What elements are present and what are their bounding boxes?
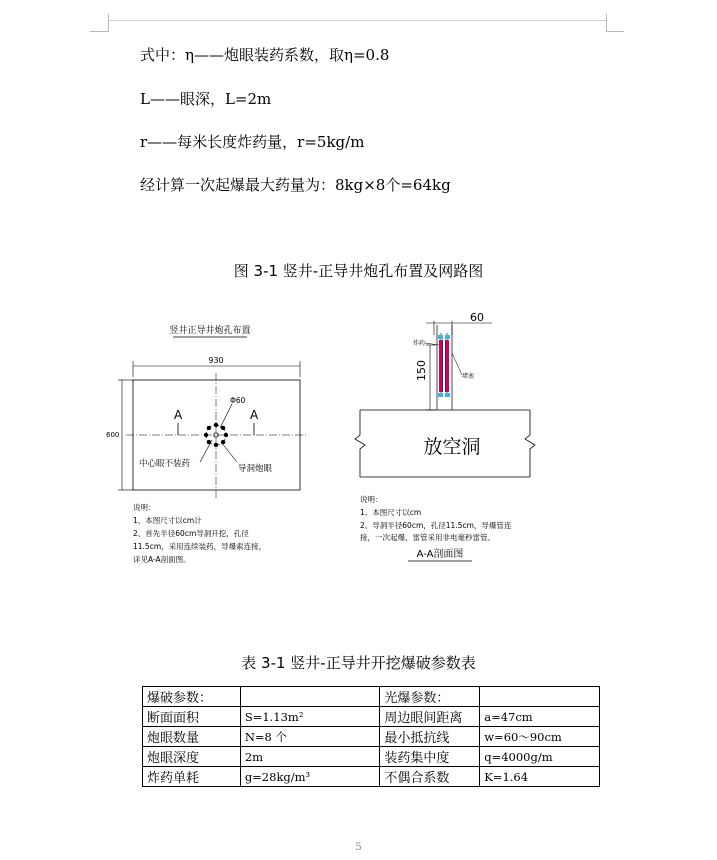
table-cell: S=1.13m² — [240, 707, 380, 727]
table-cell: 爆破参数： — [143, 687, 241, 707]
diameter-label: Φ60 — [230, 396, 246, 405]
table-row — [143, 687, 600, 707]
table-cell — [240, 687, 380, 707]
table-cell: 炸药单耗 — [143, 767, 241, 787]
stemming-top-left — [438, 335, 443, 339]
cavity-label: 放空洞 — [423, 436, 481, 458]
blasting-parameters-table — [142, 686, 600, 787]
crop-mark-top-left-h — [90, 31, 108, 32]
section-mark-right: A — [250, 408, 259, 422]
paragraph-charge-per-meter: r——每米长度炸药量，r=5kg/m — [140, 133, 365, 151]
paragraph-hole-depth: L——眼深，L=2m — [140, 90, 272, 108]
table-cell: 周边眼间距离 — [380, 707, 480, 727]
section-subtitle: A-A剖面图 — [416, 549, 464, 560]
table-cell: 炮眼数量 — [143, 727, 241, 747]
break-line-left — [355, 410, 365, 477]
height-dimension-value: 600 — [106, 431, 120, 439]
paragraph-max-charge: 经计算一次起爆最大药量为：8kg×8个=64kg — [140, 176, 451, 194]
table-cell: 最小抵抗线 — [380, 727, 480, 747]
table-cell: 炮眼深度 — [143, 747, 241, 767]
table-cell: q=4000g/m — [480, 747, 600, 767]
table-cell — [480, 687, 600, 707]
page-number: 5 — [355, 842, 362, 853]
break-line-right — [525, 410, 535, 477]
stemming-bottom-right — [445, 393, 450, 397]
table-row — [143, 727, 600, 747]
right-note-line: 1、本图尺寸以cm — [360, 508, 422, 517]
stemming-label: 堵塞 — [462, 373, 475, 380]
paragraph-formula-eta: 式中：η——炮眼装药系数，取η=0.8 — [140, 46, 390, 64]
left-notes — [133, 502, 269, 564]
table-row — [143, 767, 600, 787]
table-cell: w=60～90cm — [480, 727, 600, 747]
right-notes — [360, 494, 514, 543]
table-cell: 2m — [240, 747, 380, 767]
left-note-line: 11.5cm，采用连续装药，导爆索连接， — [133, 542, 267, 551]
right-note-line: 2、导洞半径60cm，孔径11.5cm，导爆管连 — [360, 521, 512, 530]
left-note-line: 详见A-A剖面图。 — [133, 555, 191, 564]
table-cell: N=8 个 — [240, 727, 380, 747]
table-cell: K=1.64 — [480, 767, 600, 787]
left-note-line: 1、本图尺寸以cm计 — [133, 516, 202, 525]
figure-caption: 图 3-1 竖井-正导井炮孔布置及网路图 — [233, 262, 484, 280]
table-row — [143, 747, 600, 767]
crop-mark-top-left-v — [108, 14, 109, 32]
table-row — [143, 707, 600, 727]
section-mark-left: A — [174, 408, 183, 422]
center-hole-label: 中心眼不装药 — [139, 459, 191, 469]
explosive-label: 炸药 — [413, 340, 426, 347]
crop-mark-top-right-v — [606, 14, 607, 32]
stemming-bottom-left — [438, 393, 443, 397]
guide-hole-label: 导洞炮眼 — [238, 464, 273, 474]
crop-mark-top-right-h — [606, 31, 624, 32]
table-caption: 表 3-1 竖井-正导井开挖爆破参数表 — [241, 654, 476, 672]
explosive-charge-left — [439, 340, 442, 392]
right-note-line: 接，一次起爆，雷管采用非电毫秒雷管。 — [360, 533, 495, 542]
stemming-top-right — [445, 335, 450, 339]
blast-hole-layout-figure — [100, 305, 550, 575]
table-cell: 断面面积 — [143, 707, 241, 727]
explosive-charge-right — [446, 340, 449, 392]
vertical-dimension-value: 150 — [415, 360, 428, 381]
right-note-line: 说明： — [360, 495, 383, 504]
table-cell: g=28kg/m³ — [240, 767, 380, 787]
width-dimension-value: 930 — [208, 356, 224, 365]
table-cell: 光爆参数： — [380, 687, 480, 707]
top-dimension-value: 60 — [470, 311, 484, 324]
left-note-line: 2、首先半径60cm导洞开挖，孔径 — [133, 529, 249, 538]
header-rule — [108, 20, 606, 21]
table-cell: 装药集中度 — [380, 747, 480, 767]
left-note-line: 说明： — [133, 503, 156, 512]
table-cell: 不偶合系数 — [380, 767, 480, 787]
left-drawing-title: 竖井正导井炮孔布置 — [169, 326, 251, 336]
table-cell: a=47cm — [480, 707, 600, 727]
